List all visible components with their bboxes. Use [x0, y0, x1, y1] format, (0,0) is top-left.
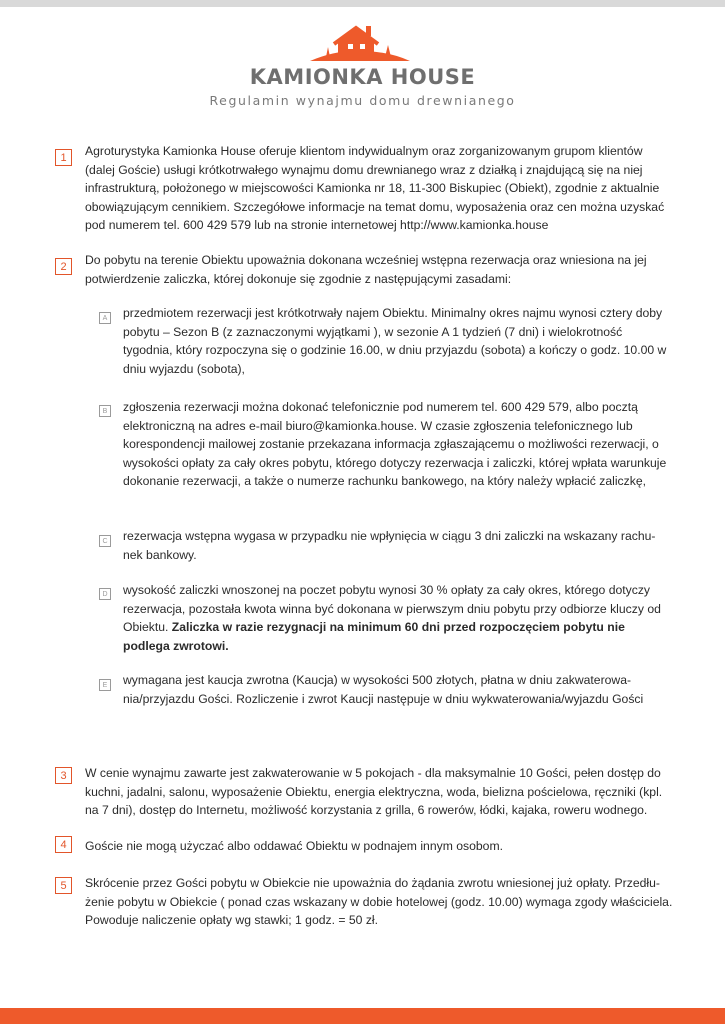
item-text-d-bold: Zaliczka w razie rezygnacji na minimum 60 dni przed rozpoczęciem pobytu nie podlega zwrotowi. [123, 620, 625, 653]
section-text-1: Agroturystyka Kamionka House oferuje klientom indywidualnym oraz zorganizowanym grupom klientów (dalej Goście) usługi krótkotrwałego wynajmu domu drewnianego wraz z działką i znajdującą się na niej infrastrukturą, położonego w miejscowości Kamionka nr 18, 11-300 Biskupiec (Obiekt), zgodnie z aktualnie obowiązującym cennikiem. Szczegółowe informacje na temat domu, wyposażenia oraz cen można uzyskać pod numerem tel. 600 429 579 lub na stronie internetowej http://www.kamionka.house [85, 144, 665, 232]
item-text-e: wymagana jest kaucja zwrotna (Kaucja) w wysokości 500 złotych, płatna w dniu zakwaterowa-nia/przyjazdu Gości. Rozliczenie i zwrot Kaucji następuje w dniu wykwaterowania/wyjazdu Gości [123, 673, 644, 706]
brand-tagline: Regulamin wynajmu domu drewnianego [209, 93, 516, 108]
item-text-d [123, 581, 668, 655]
item-text-d-regular: wysokość zaliczki wnoszonej na poczet pobytu wynosi 30 % opłaty za cały okres, którego dotyczy rezerwacja, pozostała kwota winna być dokonana w pierwszym dniu pobytu przy odbiorze kluczy od Obiektu. [123, 583, 661, 634]
item-text-c: rezerwacja wstępna wygasa w przypadku nie wpłynięcia w ciągu 3 dni zaliczki na wskazany rachu-nek bankowy. [123, 529, 656, 562]
item-text-b: zgłoszenia rezerwacji można dokonać telefonicznie pod numerem tel. 600 429 579, albo pocztą elektroniczną na adres e-mail biuro@kamionka.house. W czasie zgłoszenia telefonicznego lub korespondencji mailowej zostanie przekazana informacja zgłaszającemu o możliwości rezerwacji, o wysokości opłaty za cały okres pobytu, którego dotyczy rezerwacja i zaliczki, której wpłata warunkuje dokonanie rezerwacji, a także o numerze rachunku bankowego, na który należy wpłacić zaliczkę, [123, 400, 667, 488]
item-letter-a: A [99, 312, 111, 324]
section-text-4: Goście nie mogą użyczać albo oddawać Obiektu w podnajem innym osobom. [85, 839, 503, 853]
item-letter-c: C [99, 535, 111, 547]
brand-name: KAMIONKA HOUSE [249, 65, 476, 89]
bottom-accent-bar [0, 1008, 725, 1024]
item-letter-b: B [99, 405, 111, 417]
section-text-2: Do pobytu na terenie Obiektu upoważnia dokonana wcześniej wstępna rezerwacja oraz wniesiona na jej potwierdzenie zaliczka, której dokonuje się zgodnie z następującymi zasadami: [85, 253, 647, 286]
section-number-4: 4 [55, 836, 72, 853]
item-letter-d: D [99, 588, 111, 600]
section-number-2: 2 [55, 258, 72, 275]
item-text-a: przedmiotem rezerwacji jest krótkotrwały najem Obiektu. Minimalny okres najmu wynosi cztery doby pobytu – Sezon B (z zaznaczonymi wyjątkami ), w sezonie A 1 tydzień (7 dni) i wielokrotność tygodnia, który rozpoczyna się o godzinie 16.00, w dniu przyjazdu (sobota) a kończy o godz. 10.00 w dniu wyjazdu (sobota), [123, 306, 667, 376]
section-number-5: 5 [55, 877, 72, 894]
section-number-3: 3 [55, 767, 72, 784]
section-text-5: Skrócenie przez Gości pobytu w Obiekcie nie upoważnia do żądania zwrotu wniesionej już opłaty. Przedłu-żenie pobytu w Obiekcie ( ponad czas wskazany w dobie hotelowej (godz. 10.00) wymaga zgody właściciela. Powoduje naliczenie opłaty wg stawki; 1 godz. = 50 zł. [85, 876, 673, 927]
house-on-hill-icon [308, 20, 412, 70]
section-number-1: 1 [55, 149, 72, 166]
top-divider-bar [0, 0, 725, 7]
section-text-3: W cenie wynajmu zawarte jest zakwaterowanie w 5 pokojach - dla maksymalnie 10 Gości, pełen dostęp do kuchni, jadalni, salonu, wyposażenie Obiektu, energia elektryczna, woda, bielizna pościelowa, ręczniki (kpl. na 7 dni), dostęp do Internetu, możliwość korzystania z grilla, 6 rowerów, łódki, kajaka, roweru wodnego. [85, 766, 663, 817]
item-letter-e: E [99, 679, 111, 691]
